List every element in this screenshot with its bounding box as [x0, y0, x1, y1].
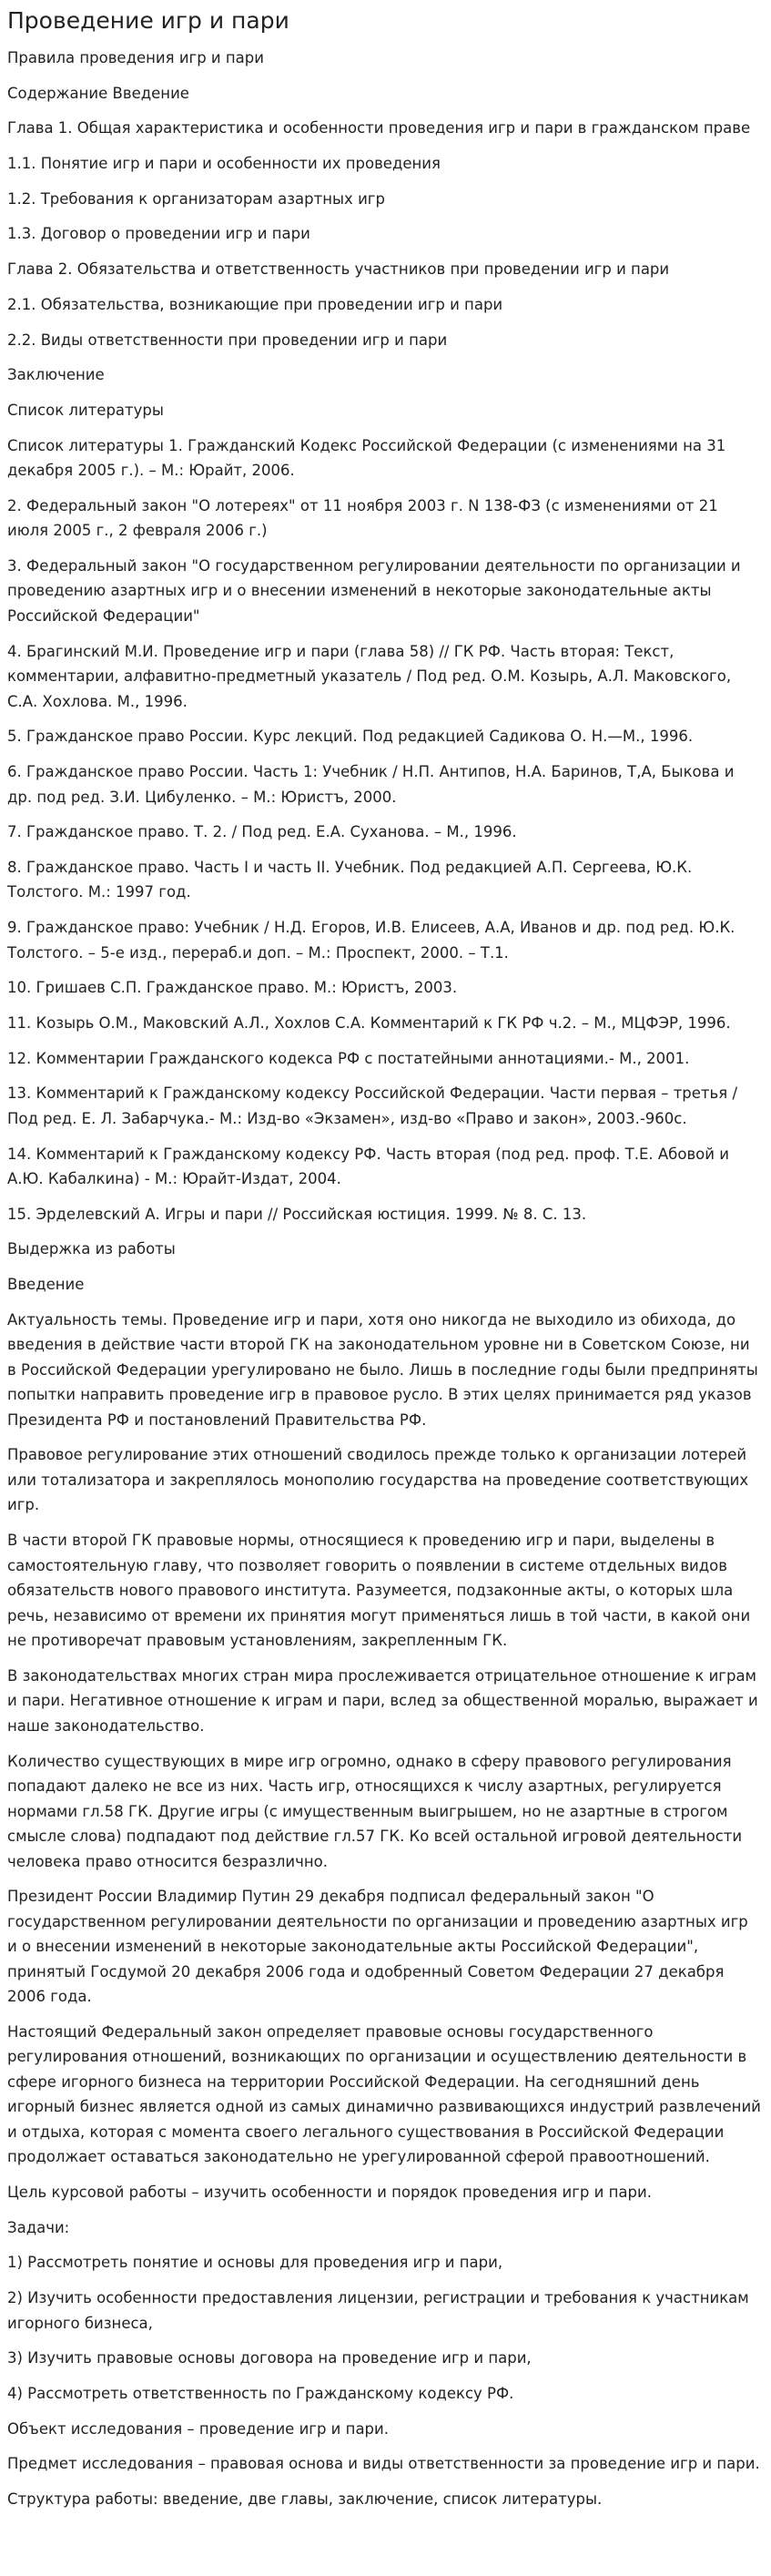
paragraph: 2.1. Обязательства, возникающие при проведении игр и пари: [7, 295, 503, 313]
paragraph: Глава 1. Общая характеристика и особенности проведения игр и пари в гражданском праве: [7, 119, 751, 137]
paragraph: 8. Гражданское право. Часть I и часть II. Учебник. Под редакцией А.П. Сергеева, Ю.К. Толстого. М.: 1997 год.: [7, 858, 693, 901]
paragraph: Задачи:: [7, 2218, 70, 2236]
paragraph: Список литературы: [7, 401, 164, 419]
document-body: [7, 46, 762, 2512]
paragraph: Настоящий Федеральный закон определяет правовые основы государственного регулирования отношений, возникающих по организации и осуществлению деятельности в сфере игорного бизнеса на территории Российской Федерации. На сегодняшний день игорный бизнес является одной из самых динамично развивающихся индустрий развлечений и отдыха, которая с момента своего легального существования в Российской Федерации продолжает оставаться законодательно не урегулированной сферой правоотношений.: [7, 2022, 761, 2166]
page-title: Проведение игр и пари: [7, 7, 289, 34]
paragraph: Цель курсовой работы – изучить особенности и порядок проведения игр и пари.: [7, 2184, 652, 2202]
paragraph: Объект исследования – проведение игр и пари.: [7, 2419, 389, 2438]
paragraph: 9. Гражданское право: Учебник / Н.Д. Егоров, И.В. Елисеев, А.А, Иванов и др. под ред. Ю.К. Толстого. – 5-е изд., перераб.и доп. – М.: Проспект, 2000. – Т.1.: [7, 919, 735, 962]
paragraph: 7. Гражданское право. Т. 2. / Под ред. Е.А. Суханова. – М., 1996.: [7, 823, 517, 841]
paragraph: 12. Комментарии Гражданского кодекса РФ с постатейными аннотациями.- М., 2001.: [7, 1049, 690, 1067]
paragraph: 5. Гражданское право России. Курс лекций. Под редакцией Садикова О. Н.—М., 1996.: [7, 728, 694, 746]
paragraph: Правовое регулирование этих отношений сводилось прежде только к организации лотерей или тотализатора и закреплялось монополию государства на проведение соответствующих игр.: [7, 1446, 749, 1514]
paragraph: 1.2. Требования к организаторам азартных игр: [7, 189, 385, 208]
paragraph: Глава 2. Обязательства и ответственность участников при проведении игр и пари: [7, 260, 670, 279]
paragraph: В законодательствах многих стран мира прослеживается отрицательное отношение к играм и пари. Негативное отношение к играм и пари, вслед за общественной моралью, выражает и наше законодательство.: [7, 1666, 758, 1735]
paragraph: 1.1. Понятие игр и пари и особенности их проведения: [7, 155, 441, 173]
paragraph: В части второй ГК правовые нормы, относящиеся к проведению игр и пари, выделены в самостоятельную главу, что позволяет говорить о появлении в системе отдельных видов обязательств нового правового института. Разумеется, подзаконные акты, о которых шла речь, независимо от времени их принятия могут применяться лишь в той части, в какой они не противоречат правовым установлениям, закрепленным ГК.: [7, 1532, 751, 1650]
paragraph: 14. Комментарий к Гражданскому кодексу РФ. Часть вторая (под ред. проф. Т.Е. Абовой и А.Ю. Кабалкина) - М.: Юрайт-Издат, 2004.: [7, 1145, 729, 1187]
paragraph: 13. Комментарий к Гражданскому кодексу Российской Федерации. Части первая – третья / Под ред. Е. Л. Забарчука.- М.: Изд-во «Экзамен», изд-во «Право и закон», 2003.-960с.: [7, 1084, 737, 1127]
paragraph: Список литературы 1. Гражданский Кодекс Российской Федерации (с изменениями на 31 декабря 2005 г.). – М.: Юрайт, 2006.: [7, 436, 726, 480]
paragraph: Количество существующих в мире игр огромно, однако в сферу правового регулирования попадают далеко не все из них. Часть игр, относящихся к числу азартных, регулируется нормами гл.58 ГК. Другие игры (с имущественным выигрышем, но не азартные в строгом смысле слова) подпадают под действие гл.57 ГК. Ко всей остальной игровой деятельности человека право относится безразлично.: [7, 1752, 743, 1870]
paragraph: Предмет исследования – правовая основа и виды ответственности за проведение игр и пари.: [7, 2455, 760, 2473]
paragraph: 15. Эрделевский А. Игры и пари // Российская юстиция. 1999. № 8. С. 13.: [7, 1205, 587, 1223]
paragraph: Структура работы: введение, две главы, заключение, список литературы.: [7, 2490, 603, 2509]
paragraph: 10. Гришаев С.П. Гражданское право. М.: Юристъ, 2003.: [7, 979, 458, 997]
paragraph: 11. Козырь О.М., Маковский А.Л., Хохлов С.А. Комментарий к ГК РФ ч.2. – М., МЦФЭР, 1996.: [7, 1013, 731, 1032]
paragraph: Введение: [7, 1276, 85, 1294]
paragraph: 2. Федеральный закон "О лотереях" от 11 ноября 2003 г. N 138-ФЗ (с изменениями от 21 июля 2005 г., 2 февраля 2006 г.): [7, 496, 718, 540]
paragraph: 4) Рассмотреть ответственность по Гражданскому кодексу РФ.: [7, 2385, 514, 2402]
paragraph: 3) Изучить правовые основы договора на проведение игр и пари,: [7, 2349, 532, 2367]
paragraph: 4. Брагинский М.И. Проведение игр и пари (глава 58) // ГК РФ. Часть вторая: Текст, комментарии, алфавитно-предметный указатель / Под ред. О.М. Козырь, А.Л. Маковского, С.А. Хохлова. М., 1996.: [7, 642, 732, 710]
paragraph: Правила проведения игр и пари: [7, 49, 264, 66]
paragraph: 3. Федеральный закон "О государственном регулировании деятельности по организации и проведению азартных игр и о внесении изменений в некоторые законодательные акты Российской Федерации": [7, 556, 741, 625]
paragraph: Президент России Владимир Путин 29 декабря подписал федеральный закон "О государственном регулировании деятельности по организации и проведению азартных игр и о внесении изменений в некоторые законодательные акты Российской Федерации", принятый Госдумой 20 декабря 2006 года и одобренный Советом Федерации 27 декабря 2006 года.: [7, 1888, 748, 2006]
paragraph: Выдержка из работы: [7, 1240, 176, 1258]
paragraph: Актуальность темы. Проведение игр и пари, хотя оно никогда не выходило из обихода, до введения в действие части второй ГК на законодательном уровне ни в Советском Союзе, ни в Российской Федерации урегулировано не было. Лишь в последние годы были предприняты попытки направить проведение игр в правовое русло. В этих целях принимается ряд указов Президента РФ и постановлений Правительства РФ.: [7, 1310, 758, 1429]
paragraph: Содержание Введение: [7, 84, 189, 102]
paragraph: Заключение: [7, 366, 105, 384]
paragraph: 1) Рассмотреть понятие и основы для проведения игр и пари,: [7, 2254, 503, 2272]
paragraph: 2) Изучить особенности предоставления лицензии, регистрации и требования к участникам игорного бизнеса,: [7, 2289, 749, 2332]
paragraph: 2.2. Виды ответственности при проведении игр и пари: [7, 331, 448, 349]
paragraph: 1.3. Договор о проведении игр и пари: [7, 225, 310, 243]
paragraph: 6. Гражданское право России. Часть 1: Учебник / Н.П. Антипов, Н.А. Баринов, Т,А, Быкова и др. под ред. З.И. Цибуленко. – М.: Юристъ, 2000.: [7, 763, 735, 806]
